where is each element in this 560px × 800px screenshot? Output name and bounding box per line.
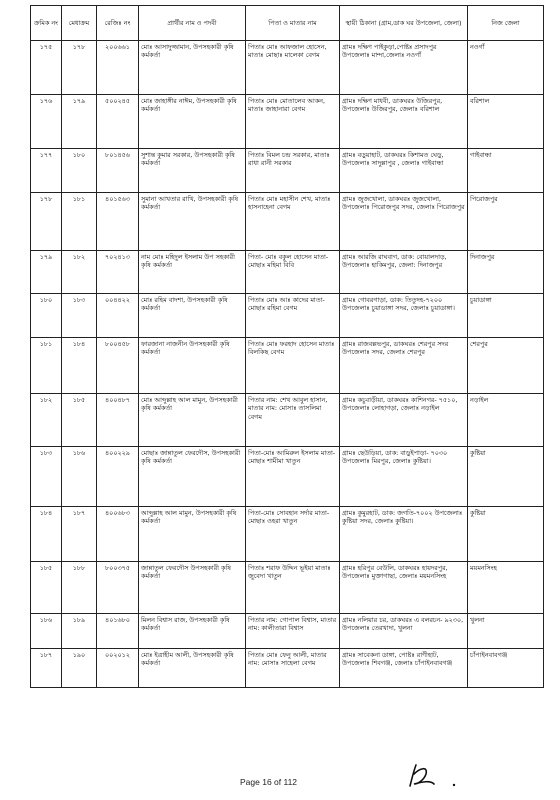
records-table xyxy=(30,5,544,688)
table-row xyxy=(31,41,544,95)
header-district: নিজ জেলা xyxy=(468,6,544,41)
header-merit: মেধাক্রম xyxy=(62,6,97,41)
cell-district: কুষ্টিয়া xyxy=(468,507,544,562)
cell-address: গ্রামঃ কচুবাড়ীয়া, ডাকঘরঃ কাশিনগর- ৭৫১০, উপজেলাঃ লোহাগড়া, জেলাঃ নড়াইল xyxy=(340,394,468,447)
cell-reg: ৪০১৫৬৩ xyxy=(97,193,139,251)
cell-district: দিনাজপুর xyxy=(468,251,544,294)
cell-district: চুয়াডাঙ্গা xyxy=(468,294,544,338)
cell-serial: ১৮৪ xyxy=(31,507,62,562)
table-row xyxy=(31,562,544,614)
signature-image xyxy=(404,762,462,790)
cell-name-post: ফারজানা নাজনীন উপসহকারী কৃষি কর্মকর্তা xyxy=(139,338,246,394)
cell-name-post: মোঃ আব্দুল্লাহ আল মামুন, উপসহকারী কৃষি কর্মকর্তা xyxy=(139,394,246,447)
cell-serial: ১৮২ xyxy=(31,394,62,447)
cell-name-post: সুশান্ত কুমার সরকার, উপসহকারী কৃষি কর্মকর্তা xyxy=(139,149,246,193)
cell-parents: পিতাঃ মোঃ আফজাল হোসেন, মাতাঃ মোছাঃ মালেকা বেগম xyxy=(246,41,340,95)
cell-district: পিরোজপুর xyxy=(468,193,544,251)
cell-parents: পিতা-মোঃ সোবহান সর্দার মাতা-মোছাঃ ওহরা খাতুন xyxy=(246,507,340,562)
cell-reg: ৮০০৪৫৮ xyxy=(97,338,139,394)
cell-serial: ১৮৫ xyxy=(31,562,62,614)
cell-parents: পিতাঃ শরাফ উদ্দিন ভূইয়া মাতাঃ জুবেদা খাতুন xyxy=(246,562,340,614)
table-row xyxy=(31,95,544,149)
cell-reg: ৪০১৬৮০ xyxy=(97,614,139,649)
cell-address: গ্রামঃ আরজি রাঘবাগ, ডাক: বোয়ালদাড়, উপজেলাঃ হাকিমপুর, জেলা: দিনাজপুর xyxy=(340,251,468,294)
cell-merit: ১৮১ xyxy=(62,193,97,251)
cell-district: নওগাঁ xyxy=(468,41,544,95)
cell-name-post: মোঃ আসাদুজ্জামান, উপসহকারী কৃষি কর্মকর্তা xyxy=(139,41,246,95)
cell-parents: পিতার নাম: গোপাল বিশ্বাস, মাতার নাম: কালীতারা বিশ্বাস xyxy=(246,614,340,649)
cell-reg: ৭০২৪১৩ xyxy=(97,251,139,294)
cell-name-post: মোঃ রহিম বাদশা, উপসহকারী কৃষি কর্মকর্তা xyxy=(139,294,246,338)
cell-district: কুষ্টিয়া xyxy=(468,447,544,507)
cell-address: গ্রামঃ নলিয়ার চর, ডাকঘরঃ এ বলরচন- ৯২৩০, উপজেলাঃ তেরখাদা, খুলনা xyxy=(340,614,468,649)
header-parents: পিতা ও মাতার নাম xyxy=(246,6,340,41)
cell-name-post: সুমানা আখতার রাখি, উপসহকারী কৃষি কর্মকর্তা xyxy=(139,193,246,251)
cell-serial: ১৭৯ xyxy=(31,251,62,294)
cell-merit: ১৮০ xyxy=(62,149,97,193)
cell-address: গ্রামঃ হরিপুর বেউলি, ডাকঘরঃ হায়দরপুর, উপজেলাঃ মুক্তাগাছা, জেলাঃ ময়মনসিংহ xyxy=(340,562,468,614)
cell-address: গ্রামঃ সাবেকনা ডাঙ্গা, পোষ্টঃ রাণীহাট, উপজেলাঃ শিবগঞ্জ, জেলাঃ চাঁপাইনবাবগঞ্জ xyxy=(340,649,468,688)
cell-merit: ১৮৪ xyxy=(62,338,97,394)
cell-merit: ১৮৭ xyxy=(62,507,97,562)
cell-address: গ্রামঃ রাজবল্লভপুর, ডাকঘরঃ শেরপুর সদর উপজেলাঃ সদর, জেলাঃ শেরপুর xyxy=(340,338,468,394)
cell-serial: ১৭৫ xyxy=(31,41,62,95)
table-header-row xyxy=(31,6,544,41)
cell-address: গ্রামঃ দক্ষিণ পাইকুড়া,পোষ্টঃ প্রসাদপুর উপজেলাঃ মান্দা,জেলাঃ নওগাঁ xyxy=(340,41,468,95)
cell-district: নড়াইল xyxy=(468,394,544,447)
cell-address: গ্রামঃ কুমুরহাট, ডাক: জগতি-৭০০২ উপজেলাঃ কুষ্টিয়া সদর, জেলাঃ কুষ্টিয়া। xyxy=(340,507,468,562)
table-row xyxy=(31,447,544,507)
cell-merit: ১৮৩ xyxy=(62,294,97,338)
cell-reg: ৪০০৬৮৩ xyxy=(97,507,139,562)
cell-serial: ১৭৮ xyxy=(31,193,62,251)
cell-merit: ১৭৮ xyxy=(62,41,97,95)
cell-parents: পিতাঃ মোঃ ফরহাদ হোসেন মাতাঃ বিলকিছ বেগম xyxy=(246,338,340,394)
cell-merit: ১৮৯ xyxy=(62,614,97,649)
cell-district: বরিশাল xyxy=(468,95,544,149)
table-row xyxy=(31,507,544,562)
table-row xyxy=(31,649,544,688)
cell-merit: ১৮২ xyxy=(62,251,97,294)
cell-reg: ৫০০২৪৫ xyxy=(97,95,139,149)
cell-merit: ১৮৬ xyxy=(62,447,97,507)
cell-serial: ১৮৬ xyxy=(31,614,62,649)
cell-serial: ১৮৭ xyxy=(31,649,62,688)
cell-address: গ্রামঃ জুজখোলা, ডাকঘরঃ জুজখোলা, উপজেলাঃ পিরোজপুর সদর, জেলাঃ পিরোজপুর xyxy=(340,193,468,251)
cell-merit: ১৭৯ xyxy=(62,95,97,149)
table-row xyxy=(31,338,544,394)
cell-reg: ৪০০২২৯ xyxy=(97,447,139,507)
cell-merit: ১৯০ xyxy=(62,649,97,688)
cell-merit: ১৮৮ xyxy=(62,562,97,614)
cell-reg: ৪০০৪৮৭ xyxy=(97,394,139,447)
table-row xyxy=(31,149,544,193)
cell-district: খুলনা xyxy=(468,614,544,649)
cell-parents: পিতা- মোঃ বকুল হোসেন মাতা- মোছাঃ মহিমা বিবি xyxy=(246,251,340,294)
cell-parents: পিতাঃ মোঃ আঃ কাদের মাতা-মোছাঃ রহিমা বেগম xyxy=(246,294,340,338)
cell-name-post: আব্দুল্লাহ আল মামুন, উপসহকারী কৃষি কর্মকর্তা xyxy=(139,507,246,562)
header-serial: ক্রমিক নং xyxy=(31,6,62,41)
header-name-post: প্রার্থীর নাম ও পদবী xyxy=(139,6,246,41)
cell-serial: ১৮০ xyxy=(31,294,62,338)
cell-name-post: নাম মোঃ মহিদুল ইসলাম উপ সহকারী কৃষি কর্মকর্তা xyxy=(139,251,246,294)
cell-address: গ্রামঃ বড়ুয়াহাট, ডাকঘরঃ কিশামত ঘেড়ু, উপজেলাঃ সাদুল্লাপুর , জেলাঃ গাইবান্ধা xyxy=(340,149,468,193)
cell-reg: ৮০১৪৫৬ xyxy=(97,149,139,193)
cell-district: চাঁপাইনবাবগঞ্জ xyxy=(468,649,544,688)
cell-merit: ১৮৫ xyxy=(62,394,97,447)
cell-serial: ১৮১ xyxy=(31,338,62,394)
cell-district: ময়মনসিংহ xyxy=(468,562,544,614)
cell-parents: পিতাঃ মোঃ ফেনু আলী, মাতার নাম: মোসাঃ সাহেলা বেগম xyxy=(246,649,340,688)
cell-reg: ০০৪৪২২ xyxy=(97,294,139,338)
cell-serial: ১৭৬ xyxy=(31,95,62,149)
cell-name-post: মোছাঃ জান্নাতুল ফেরদৌস, উপসহকারী কৃষি কর্মকর্তা xyxy=(139,447,246,507)
cell-name-post: মোঃ ইত্রাহীম আলী, উপসহকারী কৃষি কর্মকর্তা xyxy=(139,649,246,688)
cell-reg: ২০০৬৬১ xyxy=(97,41,139,95)
cell-parents: পিতা-মোঃ আমিরুল ইসলাম মাতা-মোছাঃ শামীমা খাতুন xyxy=(246,447,340,507)
cell-address: গ্রামঃ দক্ষিণ মাধবী, ডাকঘরঃ উজিরপুর, উপজেলাঃ উজিরপুর, জেলাঃ বরিশাল xyxy=(340,95,468,149)
cell-parents: পিতাঃ বিমল চন্দ্র সরকার, মাতাঃ রাধা রানী সরকার xyxy=(246,149,340,193)
cell-district: শেরপুর xyxy=(468,338,544,394)
cell-name-post: মোঃ জাহাঙ্গীর নাঈম, উপসহকারী কৃষি কর্মকর্তা xyxy=(139,95,246,149)
cell-parents: পিতাঃ মোঃ মোতালেব আকন, মাতাঃ জাহানারা বেগম xyxy=(246,95,340,149)
header-reg: রেজিঃ নং xyxy=(97,6,139,41)
cell-reg: ০০২০১২ xyxy=(97,649,139,688)
cell-reg: ৮০০৩৭৫ xyxy=(97,562,139,614)
header-address: স্থায়ী ঠিকানা (গ্রাম,ডাক ঘর উপজেলা, জেলা) xyxy=(340,6,468,41)
page-number: Page 16 of 112 xyxy=(240,777,298,787)
table-row xyxy=(31,294,544,338)
cell-parents: পিতাঃ মোঃ মহাসীন শেখ, মাতাঃ হাসনাহেনা বেগম xyxy=(246,193,340,251)
cell-name-post: মিলন বিশ্বাস রাজ, উপসহকারী কৃষি কর্মকর্তা xyxy=(139,614,246,649)
cell-district: গাইবান্ধা xyxy=(468,149,544,193)
cell-name-post: জান্নাতুল ফেরদৌস উপসহকারী কৃষি কর্মকর্তা xyxy=(139,562,246,614)
cell-parents: পিতার নাম: শেখ আবুল হাসান, মাতার নাম: মোসাঃ তাসলিমা বেগম xyxy=(246,394,340,447)
cell-address: গ্রামঃ ছেউড়িয়া, ডাক: বাড়ুইপাড়া- ৭০৩০ উপজেলাঃ মিরপুর, জেলাঃ কুষ্টিয়া। xyxy=(340,447,468,507)
table-row xyxy=(31,193,544,251)
table-row xyxy=(31,394,544,447)
table-row xyxy=(31,614,544,649)
cell-address: গ্রামঃ গোবরগাড়া, ডাক: তিতুদহ-৭২০০ উপজেলাঃ চুয়াডাঙ্গা সদর, জেলাঃ চুয়াডাঙ্গা। xyxy=(340,294,468,338)
cell-serial: ১৭৭ xyxy=(31,149,62,193)
table-row xyxy=(31,251,544,294)
cell-serial: ১৮৩ xyxy=(31,447,62,507)
